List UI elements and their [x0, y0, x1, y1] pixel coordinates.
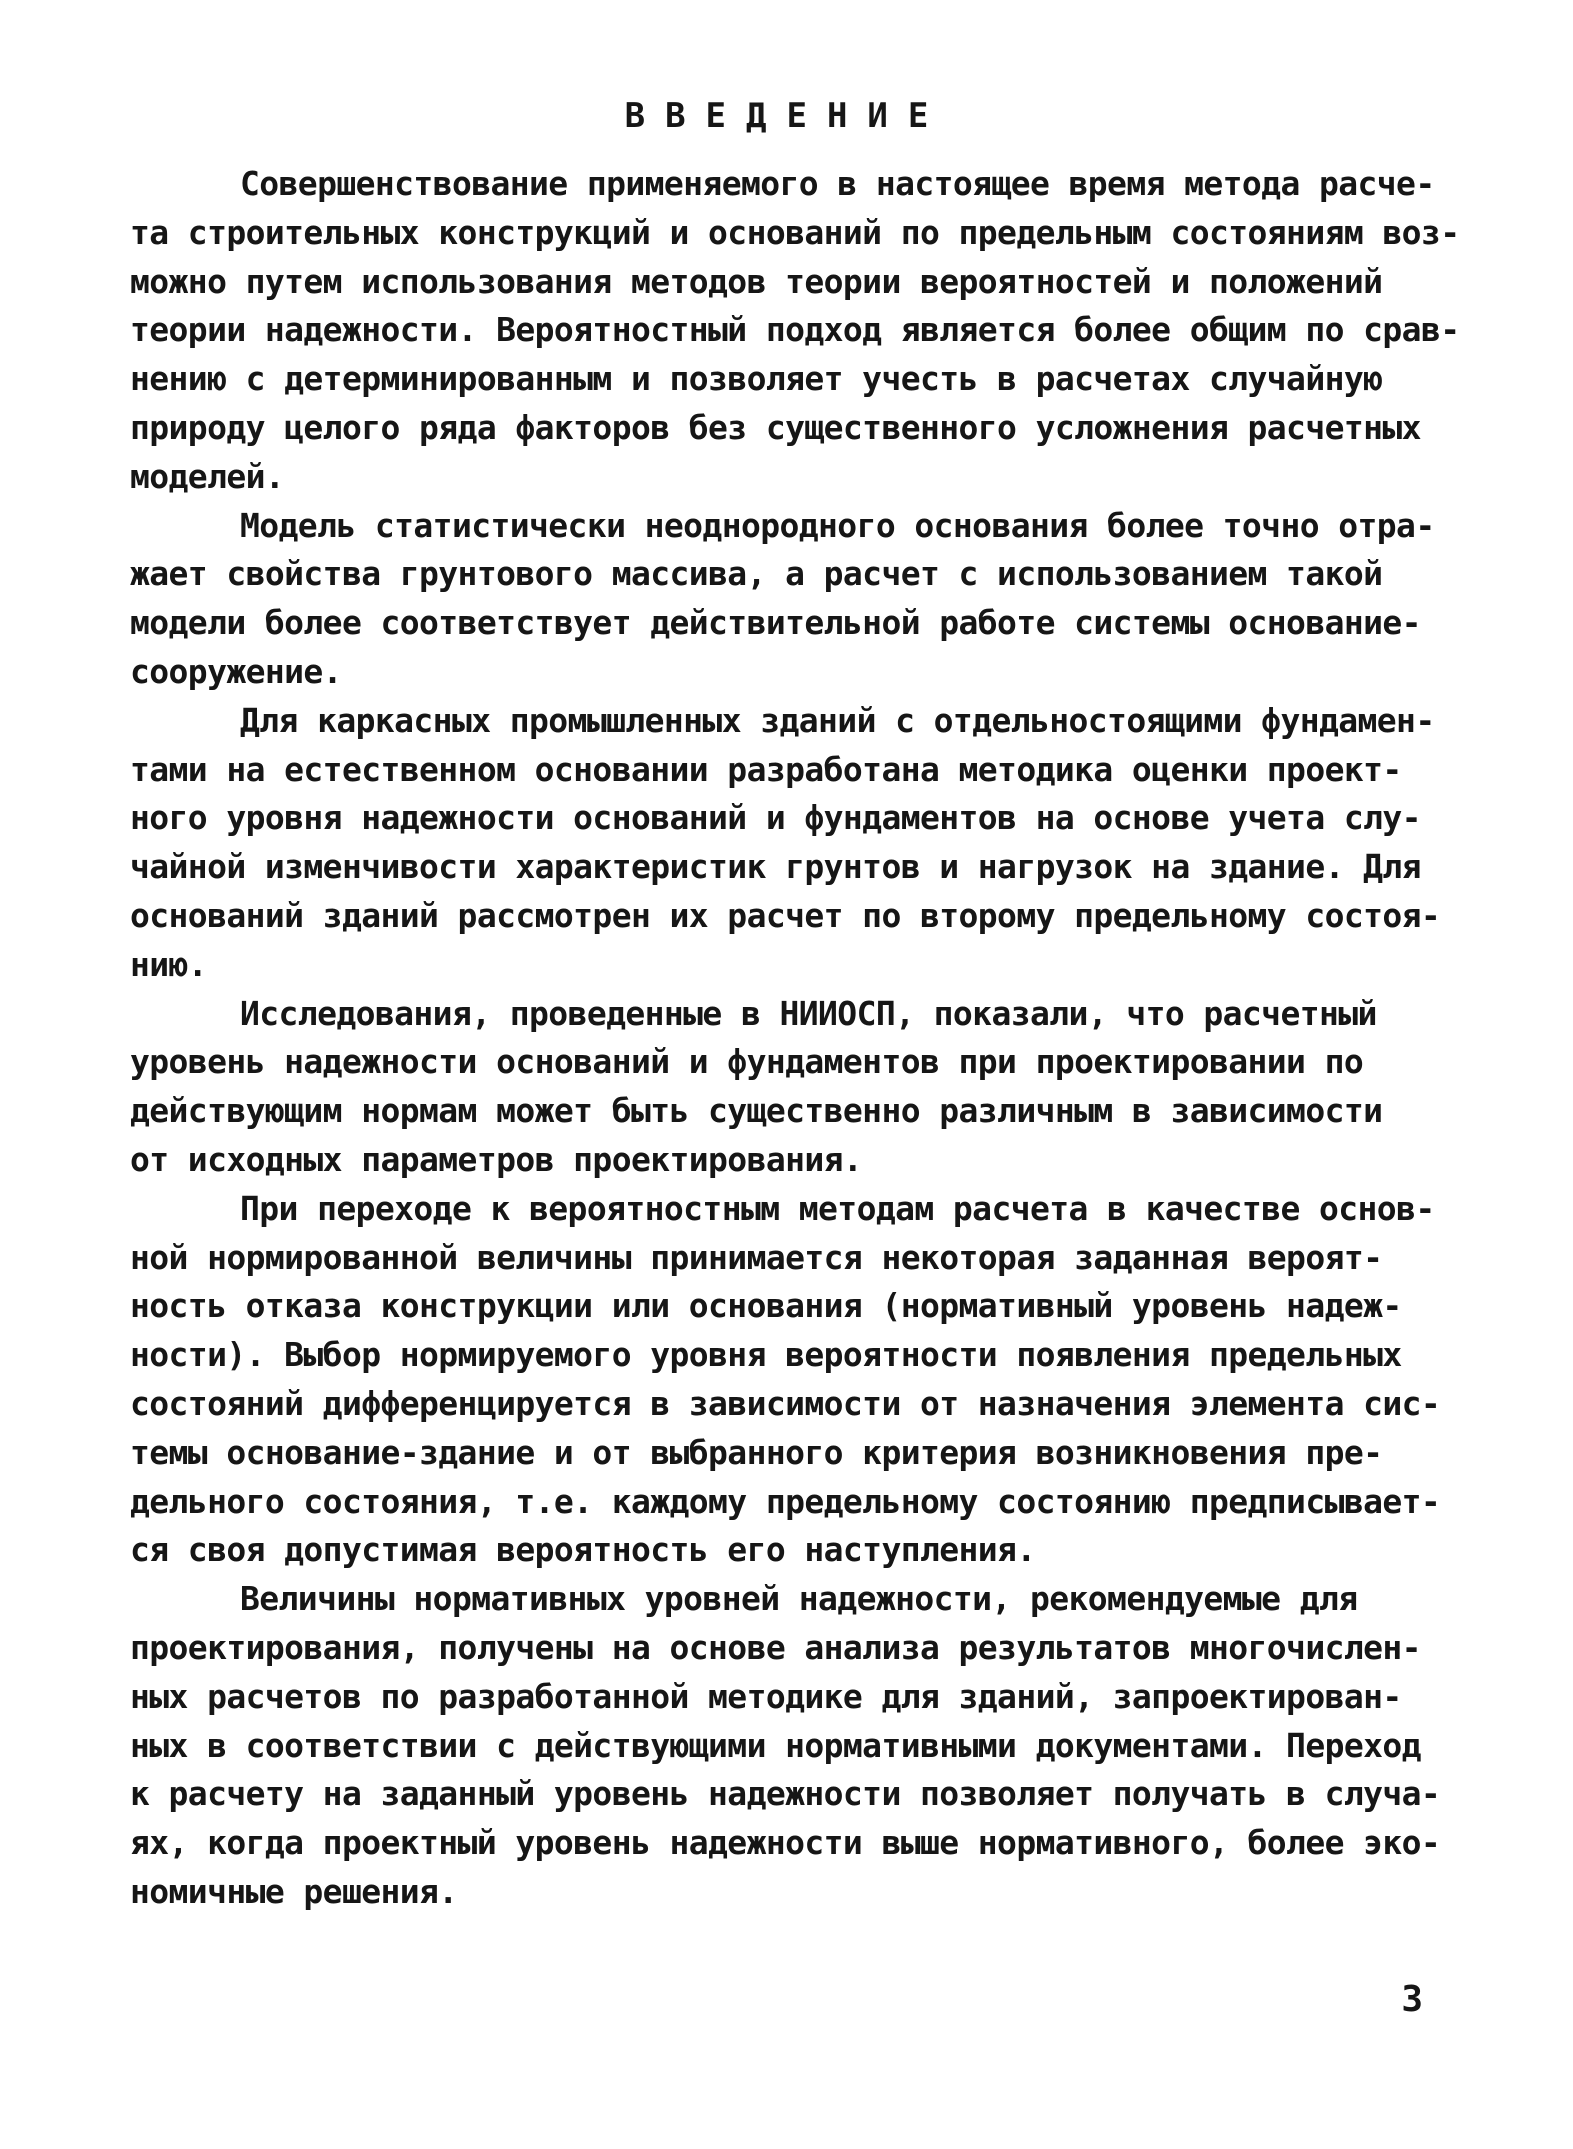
text-line: ности). Выбор нормируемого уровня вероятности появления предельных: [130, 1335, 1402, 1375]
text-line: ной нормированной величины принимается некоторая заданная вероят-: [130, 1237, 1383, 1277]
text-line: При переходе к вероятностным методам расчета в качестве основ-: [240, 1188, 1435, 1228]
text-line: ся своя допустимая вероятность его наступления.: [130, 1530, 1036, 1570]
page-number: 3: [1401, 1979, 1423, 2020]
text-line: уровень надежности оснований и фундаментов при проектировании по: [130, 1042, 1364, 1082]
text-line: действующим нормам может быть существенно различным в зависимости: [130, 1091, 1383, 1131]
text-line: модели более соответствует действительной работе системы основание-: [130, 603, 1421, 643]
text-line: нению с детерминированным и позволяет учесть в расчетах случайную: [130, 359, 1383, 399]
text-line: природу целого ряда факторов без существенного усложнения расчетных: [130, 407, 1421, 447]
text-line: жает свойства грунтового массива, а расчет с использованием такой: [130, 554, 1383, 594]
text-line: тами на естественном основании разработана методика оценки проект-: [130, 749, 1402, 789]
text-line: Исследования, проведенные в НИИОСП, показали, что расчетный: [240, 993, 1377, 1033]
paragraph-6: [130, 1575, 1441, 1917]
text-line: темы основание-здание и от выбранного критерия возникновения пре-: [130, 1432, 1383, 1472]
text-line: чайной изменчивости характеристик грунтов и нагрузок на здание. Для: [130, 847, 1421, 887]
text-line: от исходных параметров проектирования.: [130, 1139, 863, 1179]
text-line: Модель статистически неоднородного основания более точно отра-: [240, 505, 1435, 545]
text-line: номичные решения.: [130, 1871, 458, 1911]
body-text: [130, 160, 1460, 1917]
text-line: проектирования, получены на основе анализа результатов многочислен-: [130, 1627, 1421, 1667]
text-line: Величины нормативных уровней надежности, рекомендуемые для: [240, 1579, 1358, 1619]
text-line: моделей.: [130, 456, 285, 496]
paragraph-3: [130, 697, 1441, 990]
text-line: сооружение.: [130, 651, 342, 691]
text-line: Для каркасных промышленных зданий с отдельностоящими фундамен-: [240, 700, 1435, 740]
text-line: оснований зданий рассмотрен их расчет по второму предельному состоя-: [130, 895, 1441, 935]
paragraph-4: [130, 990, 1430, 1185]
text-line: ных в соответствии с действующими нормативными документами. Переход: [130, 1725, 1421, 1765]
text-line: можно путем использования методов теории вероятностей и положений: [130, 261, 1383, 301]
page-title: ВВЕДЕНИЕ: [624, 96, 949, 136]
text-line: Совершенствование применяемого в настоящее время метода расче-: [240, 164, 1435, 203]
text-line: ных расчетов по разработанной методике для зданий, запроектирован-: [130, 1676, 1402, 1716]
text-line: состояний дифференцируется в зависимости от назначения элемента сис-: [130, 1383, 1441, 1423]
text-line: к расчету на заданный уровень надежности позволяет получать в случа-: [130, 1774, 1441, 1814]
text-line: теории надежности. Вероятностный подход является более общим по срав-: [130, 310, 1460, 350]
text-line: дельного состояния, т.е. каждому предельному состоянию предписывает-: [130, 1481, 1441, 1521]
text-line: нию.: [130, 944, 208, 984]
text-line: ность отказа конструкции или основания (нормативный уровень надеж-: [130, 1286, 1402, 1326]
text-line: ного уровня надежности оснований и фундаментов на основе учета слу-: [130, 798, 1421, 838]
text-line: ях, когда проектный уровень надежности выше нормативного, более эко-: [130, 1823, 1441, 1863]
paragraph-2: [130, 502, 1435, 697]
paragraph-1: [130, 160, 1460, 502]
paragraph-5: [130, 1185, 1441, 1575]
text-line: та строительных конструкций и оснований по предельным состояниям воз-: [130, 212, 1460, 252]
